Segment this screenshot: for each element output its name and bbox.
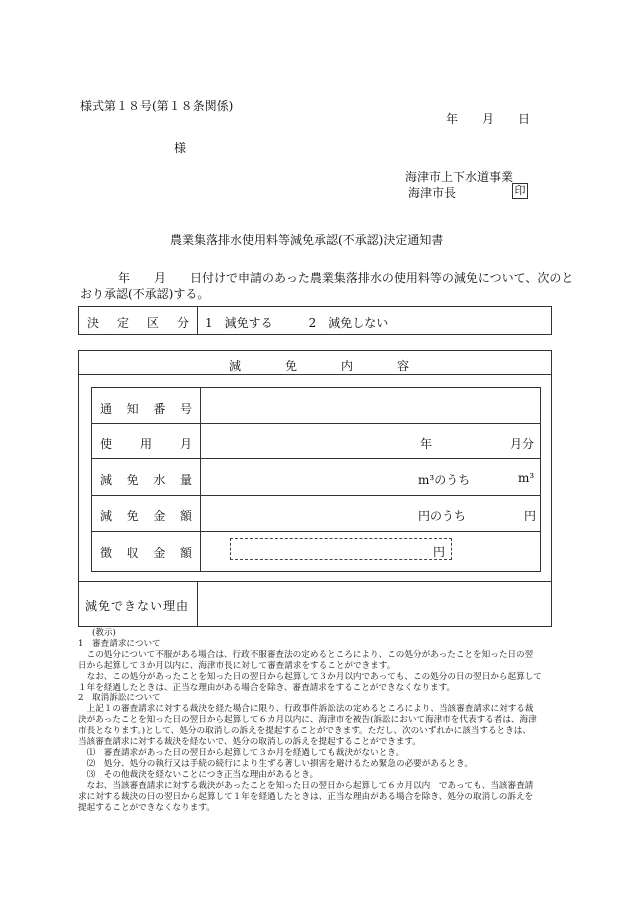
usage-month-unit: 月分 [510,437,535,451]
collection-amount-unit: 円 [432,545,445,559]
sender-title: 海津市長 [408,186,457,200]
note-line: 市長となります。)として、処分の取消しの訴えを提起することができます。ただし、次のいずれかに該当するときは、 [78,726,531,737]
amount-unit: 円 [524,509,537,523]
body-line-2: おり承認(不承認)する。 [80,287,210,301]
decision-row [78,306,552,335]
decision-options: 1 減免する 2 減免しない [205,316,389,330]
collection-amount-field [230,538,452,560]
note-line: 当該審査請求に対する裁決を経ないで、処分の取消しの訴えを提起することができます。 [78,737,421,748]
label-reduced-volume: 減 免 水 量 [100,473,192,487]
note-line: 2 取消訴訟について [78,693,161,704]
usage-year-unit: 年 [420,437,433,451]
note-line: この処分について不服がある場合は、行政不服審査法の定めるところにより、この処分があったことを知った日の翌 [78,649,534,660]
volume-of-unit: m³のうち [418,473,471,487]
note-line: 日から起算して３か月以内に、海津市長に対して審査請求をすることができます。 [78,660,396,671]
note-line: ⑶ その他裁決を経ないことにつき正当な理由があるとき。 [78,769,319,780]
label-collected-amount: 徴 収 金 額 [100,546,192,560]
details-heading: 減 免 内 容 [229,359,409,373]
sender-organization: 海津市上下水道事業 [405,170,514,184]
note-line: 求に対する裁決の日の翌日から起算して１年を経過したときは、正当な理由がある場合を除き、処分の取消しの訴えを [78,791,534,802]
label-usage-month: 使 用 月 [100,437,192,451]
note-line: ⑴ 審査請求があった日の翌日から起算して３か月を経過しても裁決がないとき。 [78,747,405,758]
addressee-suffix: 様 [174,141,187,155]
note-line: (教示) [92,628,116,638]
body-line-1: 年 月 日付けで申請のあった農業集落排水の使用料等の減免について、次のと [118,271,574,285]
instructions-notes [78,628,556,813]
note-line: 1 審査請求について [78,638,161,649]
note-line: １年を経過したときは、正当な理由がある場合を除き、審査請求をすることができなくなります。 [78,682,456,693]
note-line: ⑵ 処分、処分の執行又は手続の続行により生ずる著しい損害を避けるため緊急の必要があるとき。 [78,758,473,769]
reason-label: 減免できない理由 [85,599,190,613]
label-reduced-amount: 減 免 金 額 [100,509,192,523]
note-line: 上記１の審査請求に対する裁決を経た場合に限り、行政事件訴訟法の定めるところにより、当該審査請求に対する裁 [78,704,534,715]
seal-mark: 印 [512,183,528,199]
decision-label: 決 定 区 分 [87,316,189,330]
note-line: 決があったことを知った日の翌日から起算して６カ月以内に、海津市を被告(訴訟において海津市を代表する者は、海津 [78,715,537,726]
label-notice-number: 通 知 番 号 [100,402,192,416]
note-line: なお、当該審査請求に対する裁決があったことを知った日の翌日から起算して６カ月以内 であっても、当該審査請 [78,780,534,791]
amount-of-unit: 円のうち [418,509,467,523]
details-box [78,350,552,627]
document-title: 農業集落排水使用料等減免承認(不承認)決定通知書 [170,233,444,247]
issue-date: 年 月 日 [446,112,531,126]
form-number: 様式第１８号(第１８条関係) [80,99,234,113]
note-line: なお、この処分があったことを知った日の翌日から起算して３か月以内であっても、この処分の日の翌日から起算して [78,671,542,682]
volume-unit: m³ [518,471,535,485]
note-line: 提起することができなくなります。 [78,802,215,813]
